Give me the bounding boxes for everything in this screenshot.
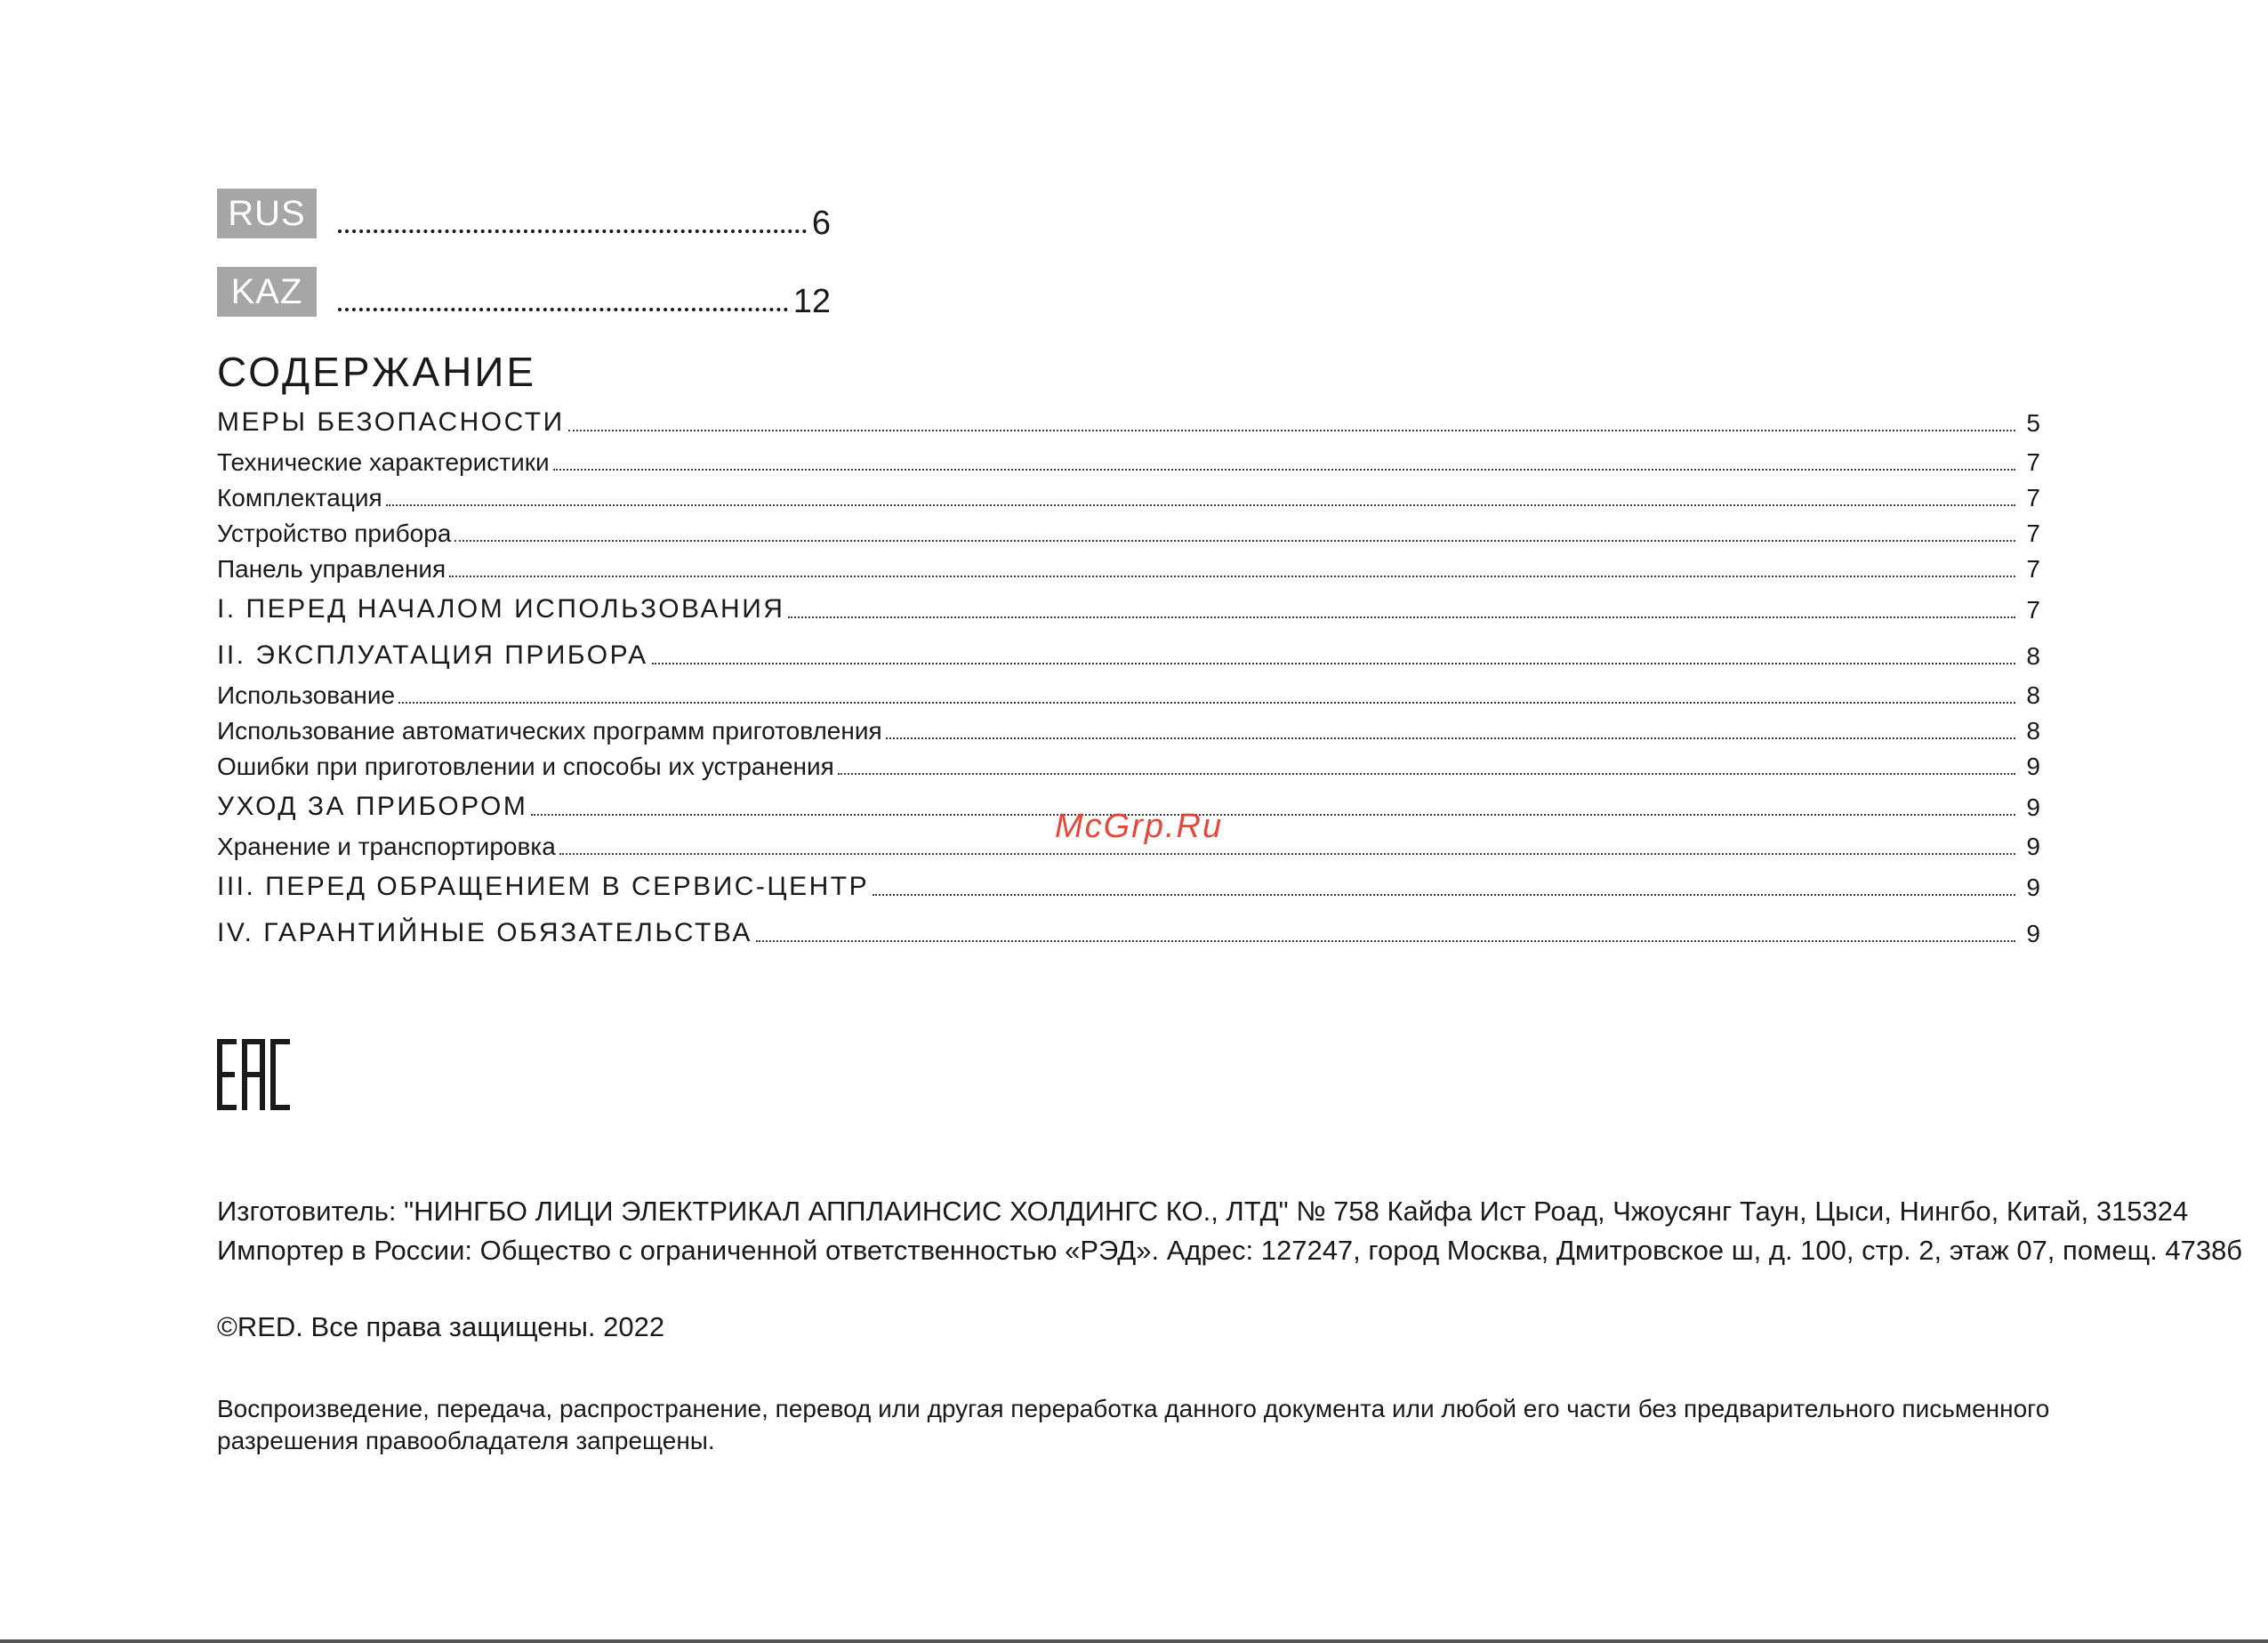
toc-item-label: Комплектация [217, 484, 382, 511]
dot-leader [398, 702, 2015, 704]
toc-item-page: 7 [2026, 596, 2040, 624]
toc-item-page: 7 [2026, 484, 2040, 511]
dot-leader [449, 576, 2015, 577]
dot-leader [553, 469, 2015, 471]
language-row-rus[interactable] [217, 189, 831, 240]
toc-item[interactable] [217, 519, 2040, 548]
dot-leader [873, 894, 2015, 896]
toc-item[interactable] [217, 484, 2040, 512]
dot-leader [559, 853, 2015, 855]
dot-leader [386, 504, 2015, 506]
toc-item[interactable] [217, 448, 2040, 477]
language-badge: KAZ [217, 267, 317, 317]
language-badge: RUS [217, 189, 317, 238]
toc-item-label: Использование [217, 681, 396, 709]
toc-item-page: 8 [2026, 717, 2040, 745]
toc-item-label: Использование автоматических программ приготовления [217, 717, 882, 745]
toc-item[interactable] [217, 640, 2040, 671]
page-number: 12 [792, 283, 831, 320]
toc-item[interactable] [217, 717, 2040, 745]
eac-certification-mark [217, 1039, 292, 1110]
page-number: 6 [811, 205, 831, 242]
dot-leader [568, 430, 2015, 431]
importer-line: Импортер в России: Общество с ограниченной ответственностью «РЭД». Адрес: 127247, город Москва, Дмитровское ш, д. 100, стр. 2, этаж 07, помещ. 4738б [217, 1235, 2243, 1266]
toc-item[interactable] [217, 594, 2040, 624]
toc-item-label: IV. ГАРАНТИЙНЫЕ ОБЯЗАТЕЛЬСТВА [217, 918, 752, 947]
toc-title: СОДЕРЖАНИЕ [217, 349, 537, 395]
legal-notice: Воспроизведение, передача, распространение, перевод или другая переработка данного документа или любой его части без предварительного письменного разрешения правообладателя запрещены. [217, 1395, 2050, 1454]
watermark: McGrp.Ru [1055, 808, 1224, 845]
dot-leader [454, 540, 2015, 542]
language-row-kaz[interactable] [217, 267, 831, 318]
toc-item-label: III. ПЕРЕД ОБРАЩЕНИЕМ В СЕРВИС-ЦЕНТР [217, 872, 870, 901]
toc-item-label: МЕРЫ БЕЗОПАСНОСТИ [217, 407, 565, 437]
manufacturer-info [217, 1192, 2242, 1270]
toc-item-page: 7 [2026, 555, 2040, 583]
dot-leader [886, 737, 2015, 739]
dot-leader [531, 814, 2015, 816]
toc-item-page: 9 [2026, 833, 2040, 860]
toc-item-page: 5 [2026, 409, 2040, 437]
toc-item[interactable] [217, 753, 2040, 781]
toc-item-label: II. ЭКСПЛУАТАЦИЯ ПРИБОРА [217, 640, 648, 670]
dot-leader [756, 940, 2015, 942]
toc-item[interactable] [217, 681, 2040, 710]
toc-item[interactable] [217, 918, 2040, 948]
manufacturer-line: Изготовитель: "НИНГБО ЛИЦИ ЭЛЕКТРИКАЛ АППЛАИНСИС ХОЛДИНГС КО., ЛТД" № 758 Кайфа Ист Роад, Чжоусянг Таун, Цыси, Нингбо, Китай, 315324 [217, 1196, 2189, 1227]
bottom-rule [0, 1639, 2268, 1643]
dot-leader [338, 230, 807, 233]
toc-item[interactable] [217, 555, 2040, 584]
toc-item-label: Хранение и транспортировка [217, 833, 556, 860]
toc-item-page: 9 [2026, 793, 2040, 821]
toc-item-label: Панель управления [217, 555, 446, 583]
toc-item-page: 9 [2026, 753, 2040, 780]
toc-item-page: 8 [2026, 681, 2040, 709]
dot-leader [838, 773, 2015, 775]
toc-item-page: 9 [2026, 920, 2040, 947]
toc-item-label: I. ПЕРЕД НАЧАЛОМ ИСПОЛЬЗОВАНИЯ [217, 594, 785, 624]
dot-leader [652, 663, 2015, 664]
toc-item-page: 8 [2026, 642, 2040, 670]
toc-item-label: Ошибки при приготовлении и способы их устранения [217, 753, 834, 780]
toc-item-page: 7 [2026, 519, 2040, 547]
toc-item-label: Устройство прибора [217, 519, 452, 547]
toc-item[interactable] [217, 872, 2040, 902]
toc-item-label: Технические характеристики [217, 448, 550, 476]
dot-leader [338, 308, 788, 311]
dot-leader [788, 616, 2015, 618]
copyright: ©RED. Все права защищены. 2022 [217, 1311, 665, 1342]
toc-item-label: УХОД ЗА ПРИБОРОМ [217, 792, 528, 821]
toc-item-page: 9 [2026, 874, 2040, 901]
toc-item-page: 7 [2026, 448, 2040, 476]
toc-item[interactable] [217, 407, 2040, 438]
